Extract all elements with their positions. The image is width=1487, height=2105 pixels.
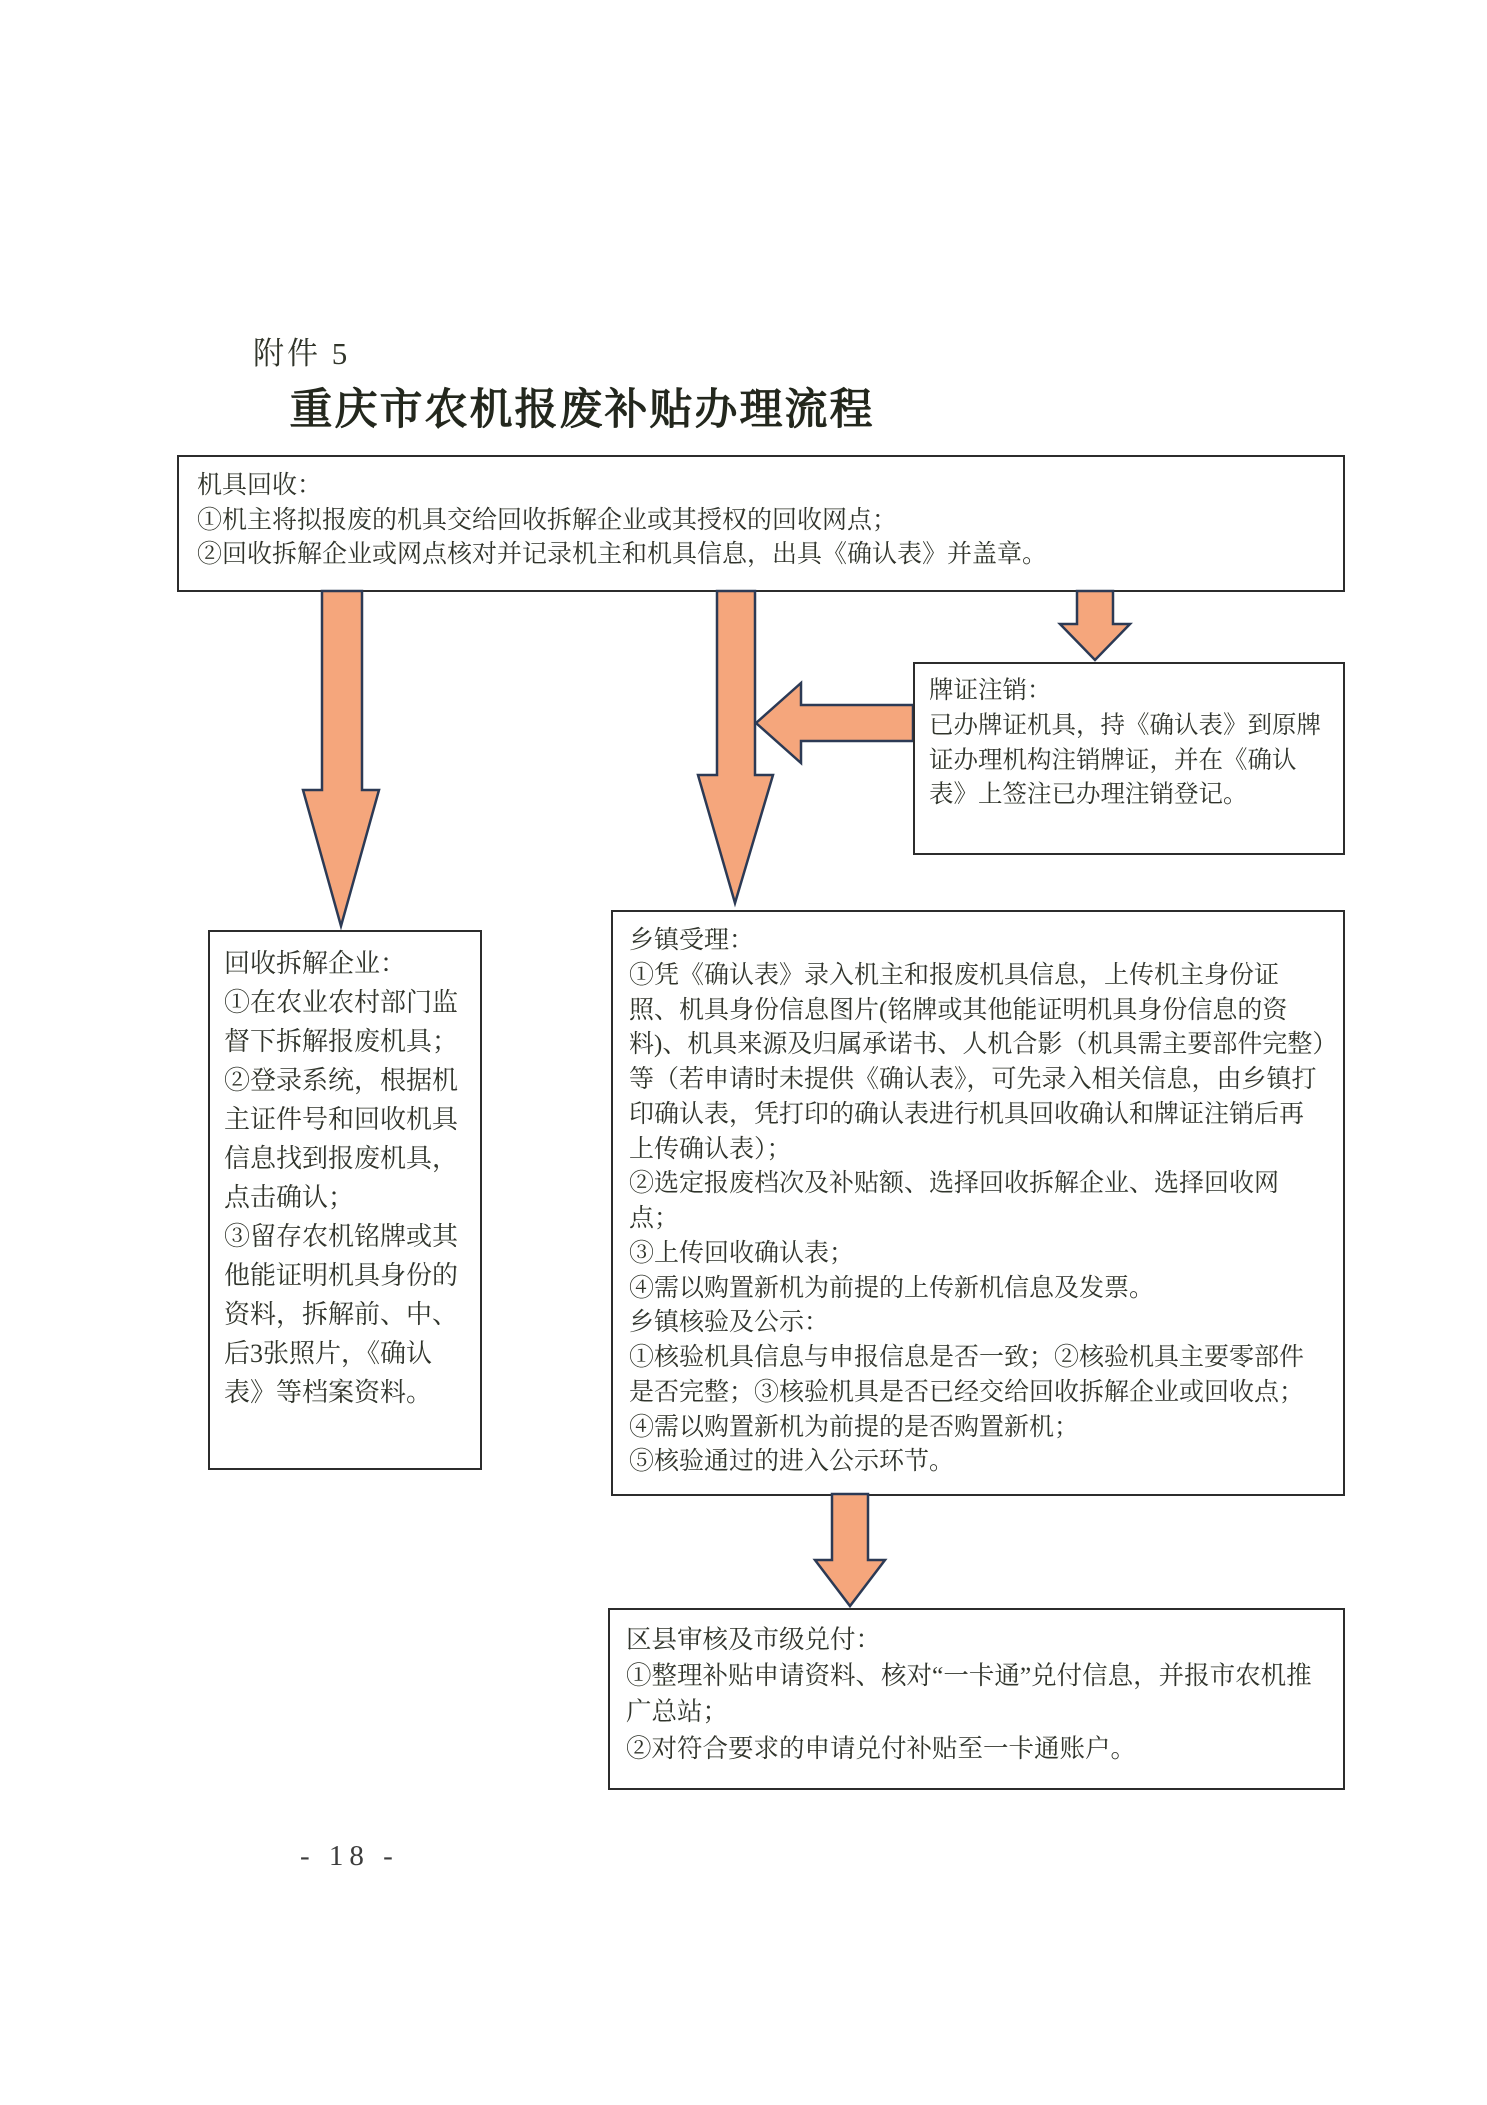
plate-cancel-box <box>913 662 1345 855</box>
county-box-line: ②对符合要求的申请兑付补贴至一卡通账户。 <box>626 1733 1137 1763</box>
page-title: 重庆市农机报废补贴办理流程 <box>289 387 875 434</box>
township-box-check-line: ①核验机具信息与申报信息是否一致；②核验机具主要零部件是否完整；③核验机具是否已经交给回收拆解企业或回收点；④需以购置新机为前提的是否购置新机； <box>629 1344 1305 1441</box>
arrow-township-to-county <box>815 1494 885 1608</box>
county-box <box>608 1608 1345 1790</box>
machine-recycle-box-line: ②回收拆解企业或网点核对并记录机主和机具信息，出具《确认表》并盖章。 <box>197 541 1048 568</box>
township-box-line: ③上传回收确认表； <box>629 1239 855 1267</box>
township-box-line: ④需以购置新机为前提的上传新机信息及发票。 <box>629 1274 1155 1302</box>
plate-cancel-box-title: 牌证注销： <box>929 677 1052 704</box>
township-box-subtitle: 乡镇核验及公示： <box>629 1309 830 1337</box>
township-box <box>611 910 1345 1496</box>
arrow-top-to-plate <box>1060 591 1130 662</box>
machine-recycle-box <box>177 455 1345 592</box>
recycler-box-line: ②登录系统，根据机主证件号和回收机具信息找到报废机具，点击确认； <box>224 1066 459 1212</box>
county-box-line: ①整理补贴申请资料、核对“一卡通”兑付信息，并报市农机推广总站； <box>626 1661 1312 1727</box>
recycler-box-line: ③留存农机铭牌或其他能证明机具身份的资料，拆解前、中、后3张照片，《确认表》等档案资料。 <box>224 1222 459 1407</box>
township-box-line: ①凭《确认表》录入机主和报废机具信息，上传机主身份证照、机具身份信息图片(铭牌或其他能证明机具身份信息的资料)、机具来源及归属承诺书、人机合影（机具需主要部件完整）等（若申请时未提供《确认表》，可先录入相关信息，由乡镇打印确认表，凭打印的确认表进行机具回收确认和牌证注销后再上传确认表）； <box>629 961 1325 1163</box>
arrow-top-to-recycler <box>303 591 379 928</box>
arrow-plate-to-flow <box>756 683 913 763</box>
attachment-label: 附件 5 <box>253 336 351 371</box>
plate-cancel-box-body: 已办牌证机具，持《确认表》到原牌证办理机构注销牌证，并在《确认表》上签注已办理注销登记。 <box>929 711 1321 809</box>
recycler-box-line: ①在农业农村部门监督下拆解报废机具； <box>224 988 459 1056</box>
machine-recycle-box-line: ①机主将拟报废的机具交给回收拆解企业或其授权的回收网点； <box>197 506 898 534</box>
page-number: - 18 - <box>300 1840 399 1872</box>
county-box-title: 区县审核及市级兑付： <box>626 1625 882 1654</box>
township-box-line: ②选定报废档次及补贴额、选择回收拆解企业、选择回收网点； <box>629 1170 1280 1232</box>
township-box-title: 乡镇受理： <box>629 927 755 954</box>
recycler-box <box>208 930 482 1470</box>
machine-recycle-box-title: 机具回收： <box>197 472 323 499</box>
township-box-check-line: ⑤核验通过的进入公示环节。 <box>629 1448 955 1476</box>
recycler-box-title: 回收拆解企业： <box>224 949 407 978</box>
